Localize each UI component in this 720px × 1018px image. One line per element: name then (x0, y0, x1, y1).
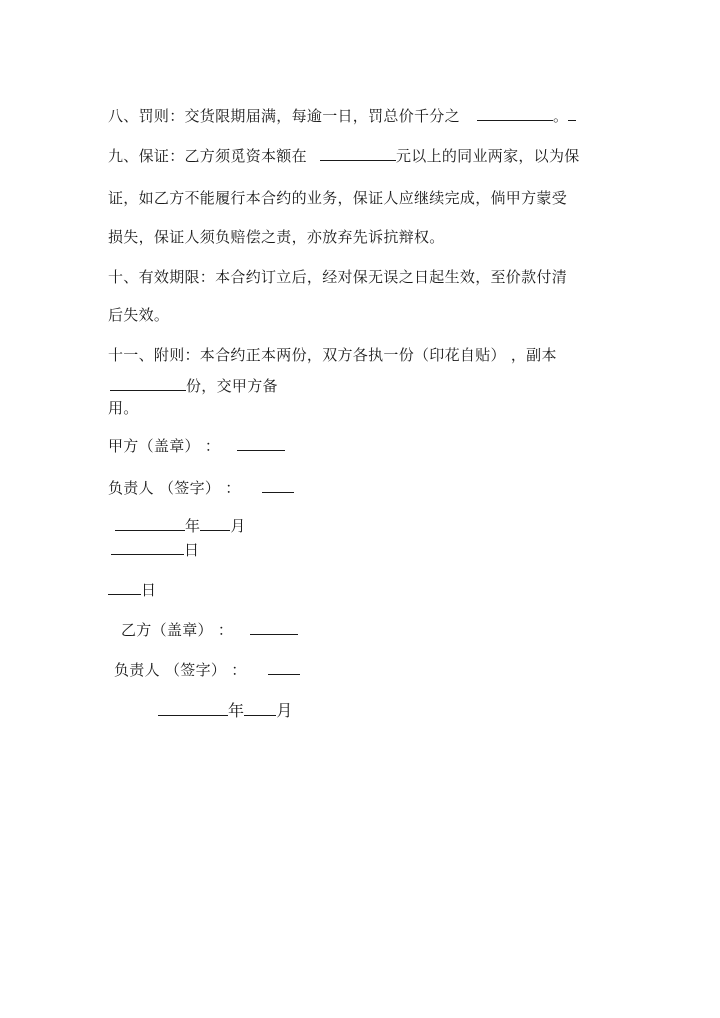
guarantee-clause-line-2: 证，如乙方不能履行本合约的业务，保证人应继续完成，倘甲方蒙受 (108, 189, 568, 207)
penalty-clause (108, 106, 576, 126)
party-a-signer (108, 478, 294, 498)
appendix-clause-line-3: 用。 (108, 399, 139, 417)
party-b-signer (114, 660, 300, 680)
party-b-signer-label: 负责人 （签字） ： (114, 661, 247, 679)
party-a-day2-label: 日 (141, 581, 157, 599)
party-b-seal (121, 620, 298, 640)
guarantee-clause-line-3: 损失，保证人须负赔偿之责，亦放弃先诉抗辩权。 (108, 228, 445, 246)
penalty-end-underline (568, 106, 576, 121)
appendix-clause-line-1: 十一、附则：本合约正本两份，双方各执一份（印花自贴） ，副本 (108, 346, 557, 364)
party-b-date (158, 701, 293, 721)
party-b-year-blank (158, 701, 228, 716)
party-a-signer-blank (262, 478, 294, 493)
validity-clause-line-1: 十、有效期限：本合约订立后，经对保无误之日起生效，至价款付清 (108, 268, 568, 286)
party-b-seal-blank (250, 620, 298, 635)
party-a-date-day-2 (108, 580, 156, 600)
party-a-seal-blank (237, 436, 285, 451)
penalty-rate-blank (477, 106, 553, 121)
party-b-month-label: 月 (276, 701, 293, 720)
party-a-signer-label: 负责人 （签字） ： (108, 479, 241, 497)
party-a-year-blank (115, 516, 185, 531)
party-a-day2-blank (108, 580, 141, 595)
party-b-year-label: 年 (228, 701, 245, 720)
penalty-clause-end: 。 (552, 107, 569, 125)
appendix-text: 份，交甲方备 (186, 377, 278, 395)
penalty-clause-text: 八、罚则：交货限期届满，每逾一日，罚总价千分之 (108, 107, 460, 125)
guarantee-text-b: 元以上的同业两家，以为保 (395, 147, 580, 165)
guarantee-clause-line-1 (108, 146, 580, 166)
party-a-seal-label: 甲方（盖章） ： (108, 437, 221, 455)
party-b-month-blank (244, 701, 276, 716)
party-b-seal-label: 乙方（盖章） ： (121, 621, 234, 639)
party-a-year-label: 年 (185, 517, 201, 535)
party-a-day-blank (111, 540, 184, 555)
party-a-date-year-month (115, 516, 246, 536)
validity-clause-line-2: 后失效。 (108, 306, 170, 324)
appendix-clause-line-2 (110, 376, 278, 396)
party-a-date-day (111, 540, 199, 560)
party-b-signer-blank (268, 660, 300, 675)
party-a-seal (108, 436, 285, 456)
party-a-month-blank (200, 516, 230, 531)
guarantee-text-a: 九、保证：乙方须觅资本额在 (108, 147, 307, 165)
party-a-day-label: 日 (184, 541, 200, 559)
party-a-month-label: 月 (230, 517, 246, 535)
copies-blank (110, 376, 186, 391)
guarantee-capital-blank (320, 146, 396, 161)
